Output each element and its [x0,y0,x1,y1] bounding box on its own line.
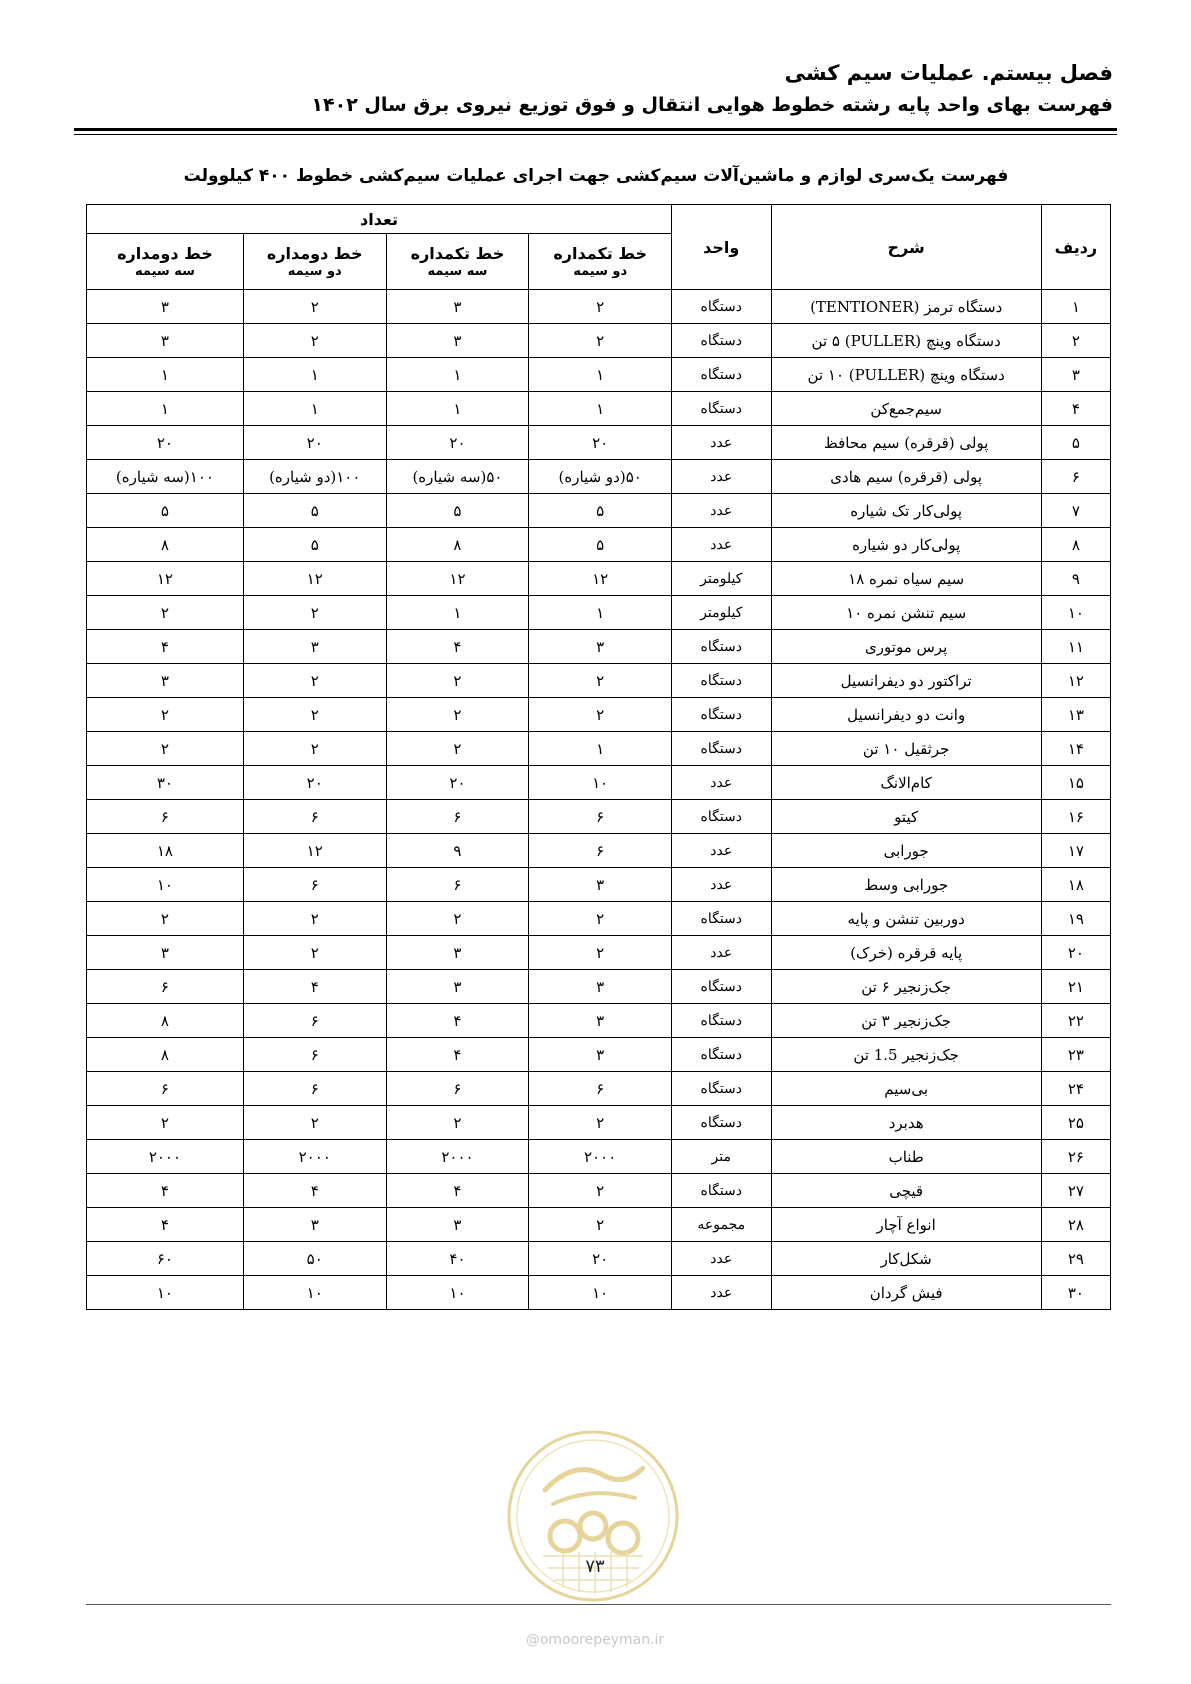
count-cell: ۲ [243,902,386,936]
unit-cell: مجموعه [672,1208,771,1242]
count-cell: ۲ [243,664,386,698]
count-cell: ۶ [243,1038,386,1072]
header-col-title: خط تکمداره [553,244,647,263]
table-row [87,290,1111,324]
count-cell: ۱۲ [386,562,529,596]
count-cell: ۲۰ [529,1242,672,1276]
count-cell: ۶ [87,970,244,1004]
header-col-subtitle: دو سیمه [573,264,628,279]
table-row [87,1276,1111,1310]
table-row [87,358,1111,392]
count-cell: ۶ [243,868,386,902]
row-number-cell: ۲۸ [1041,1208,1110,1242]
count-cell: ۱ [386,358,529,392]
count-cell: ۱۰۰(سه شیاره) [87,460,244,494]
count-cell: ۳ [87,664,244,698]
description-cell: پولی‌کار دو شیاره [771,528,1041,562]
count-cell: ۶ [386,868,529,902]
count-cell: ۶ [87,800,244,834]
count-cell: ۵ [87,494,244,528]
unit-cell: عدد [672,1242,771,1276]
row-number-cell: ۱۲ [1041,664,1110,698]
table-row [87,528,1111,562]
unit-cell: دستگاه [672,732,771,766]
count-cell: ۲۰۰۰ [243,1140,386,1174]
count-cell: ۳۰ [87,766,244,800]
description-cell: سیم سیاه نمره ۱۸ [771,562,1041,596]
count-cell: ۲۰ [243,766,386,800]
count-cell: ۲ [386,1106,529,1140]
count-cell: ۳ [529,1004,672,1038]
count-cell: ۶ [386,800,529,834]
description-cell: جک‌زنجیر ۶ تن [771,970,1041,1004]
count-cell: ۴ [386,1004,529,1038]
count-cell: ۳ [529,630,672,664]
table-row [87,1004,1111,1038]
count-cell: ۲ [529,902,672,936]
count-cell: ۱۰ [529,766,672,800]
description-cell: دستگاه وینچ (PULLER) ۱۰ تن [771,358,1041,392]
row-number-cell: ۲۱ [1041,970,1110,1004]
row-number-cell: ۹ [1041,562,1110,596]
count-cell: ۱۰ [386,1276,529,1310]
count-cell: ۲ [529,290,672,324]
omoorepeyman-logo [505,1428,681,1604]
count-cell: ۱ [243,392,386,426]
count-cell: ۲ [87,732,244,766]
description-cell: جورابی وسط [771,868,1041,902]
table-row [87,392,1111,426]
count-cell: ۱ [386,596,529,630]
count-cell: ۱ [87,358,244,392]
table-row [87,970,1111,1004]
count-cell: ۲۰۰۰ [529,1140,672,1174]
count-cell: ۳ [243,1208,386,1242]
count-cell: ۵۰(دو شیاره) [529,460,672,494]
count-cell: ۲ [87,902,244,936]
count-cell: ۶۰ [87,1242,244,1276]
row-number-cell: ۲۳ [1041,1038,1110,1072]
count-cell: ۸ [87,1038,244,1072]
unit-cell: دستگاه [672,290,771,324]
count-cell: ۸ [87,528,244,562]
unit-cell: دستگاه [672,800,771,834]
row-number-cell: ۷ [1041,494,1110,528]
count-cell: ۴ [243,970,386,1004]
unit-cell: دستگاه [672,1038,771,1072]
description-cell: پایه قرقره (خرک) [771,936,1041,970]
count-cell: ۵ [529,494,672,528]
count-cell: ۱ [243,358,386,392]
unit-cell: دستگاه [672,1174,771,1208]
document-title: فهرست بهای واحد پایه رشته خطوط هوایی انتقال و فوق توزیع نیروی برق سال ۱۴۰۲ [311,94,1113,116]
description-cell: فیش گردان [771,1276,1041,1310]
count-cell: ۲ [243,1106,386,1140]
table-row [87,596,1111,630]
count-cell: ۲ [243,698,386,732]
count-cell: ۳ [243,630,386,664]
header-divider-thin [74,134,1117,135]
description-cell: جورابی [771,834,1041,868]
table-row [87,1208,1111,1242]
count-cell: ۲ [386,902,529,936]
header-description: شرح [771,205,1041,290]
unit-cell: عدد [672,460,771,494]
count-cell: ۱۸ [87,834,244,868]
header-double-circuit-three-wire [87,234,244,290]
description-cell: بی‌سیم [771,1072,1041,1106]
count-cell: ۱۰ [243,1276,386,1310]
row-number-cell: ۲۴ [1041,1072,1110,1106]
header-single-circuit-two-wire [529,234,672,290]
count-cell: ۱۰ [529,1276,672,1310]
count-cell: ۳ [87,290,244,324]
footer-divider [86,1604,1111,1605]
count-cell: ۴ [386,1174,529,1208]
count-cell: ۱ [529,358,672,392]
count-cell: ۴ [243,1174,386,1208]
unit-cell: دستگاه [672,1106,771,1140]
count-cell: ۲۰ [529,426,672,460]
count-cell: ۲۰ [386,426,529,460]
count-cell: ۹ [386,834,529,868]
header-double-circuit-two-wire [243,234,386,290]
table-row [87,1038,1111,1072]
table-row [87,766,1111,800]
count-cell: ۶ [386,1072,529,1106]
count-cell: ۳ [87,936,244,970]
row-number-cell: ۲۶ [1041,1140,1110,1174]
count-cell: ۴۰ [386,1242,529,1276]
count-cell: ۳ [87,324,244,358]
row-number-cell: ۱۶ [1041,800,1110,834]
header-single-circuit-three-wire [386,234,529,290]
count-cell: ۴ [87,630,244,664]
count-cell: ۱۲ [243,834,386,868]
count-cell: ۱۰۰(دو شیاره) [243,460,386,494]
count-cell: ۲ [87,1106,244,1140]
count-cell: ۲ [243,732,386,766]
count-cell: ۳ [529,868,672,902]
count-cell: ۵ [243,494,386,528]
description-cell: کام‌الانگ [771,766,1041,800]
table-row [87,460,1111,494]
unit-cell: عدد [672,766,771,800]
table-body [87,290,1111,1310]
table-row [87,936,1111,970]
row-number-cell: ۱۰ [1041,596,1110,630]
unit-cell: عدد [672,1276,771,1310]
count-cell: ۱۰ [87,868,244,902]
description-cell: پولی‌کار تک شیاره [771,494,1041,528]
row-number-cell: ۵ [1041,426,1110,460]
count-cell: ۶ [243,800,386,834]
count-cell: ۴ [87,1174,244,1208]
count-cell: ۴ [386,630,529,664]
unit-cell: عدد [672,426,771,460]
header-col-title: خط تکمداره [410,244,505,263]
count-cell: ۵۰ [243,1242,386,1276]
description-cell: دوربین تنشن و پایه [771,902,1041,936]
count-cell: ۴ [87,1208,244,1242]
unit-cell: دستگاه [672,358,771,392]
table-row [87,732,1111,766]
table-row [87,494,1111,528]
description-cell: سیم تنشن نمره ۱۰ [771,596,1041,630]
page-header [78,58,1113,120]
count-cell: ۱ [529,732,672,766]
count-cell: ۶ [243,1072,386,1106]
row-number-cell: ۲۷ [1041,1174,1110,1208]
count-cell: ۲ [87,698,244,732]
row-number-cell: ۱۷ [1041,834,1110,868]
header-col-subtitle: سه سیمه [134,264,195,279]
description-cell: دستگاه ترمز (TENTIONER) [771,290,1041,324]
count-cell: ۲ [386,732,529,766]
row-number-cell: ۲ [1041,324,1110,358]
table-row [87,800,1111,834]
unit-cell: دستگاه [672,664,771,698]
description-cell: شکل‌کار [771,1242,1041,1276]
unit-cell: کیلومتر [672,562,771,596]
row-number-cell: ۱۴ [1041,732,1110,766]
count-cell: ۲ [386,698,529,732]
row-number-cell: ۲۲ [1041,1004,1110,1038]
equipment-table [86,204,1111,1310]
row-number-cell: ۳۰ [1041,1276,1110,1310]
count-cell: ۳ [386,324,529,358]
description-cell: جک‌زنجیر 1.5 تن [771,1038,1041,1072]
count-cell: ۲ [529,664,672,698]
header-col-subtitle: سه سیمه [427,264,488,279]
unit-cell: عدد [672,936,771,970]
count-cell: ۲ [529,1106,672,1140]
header-count-group: تعداد [87,205,672,234]
table-row [87,698,1111,732]
count-cell: ۱ [87,392,244,426]
table-row [87,1106,1111,1140]
row-number-cell: ۱۳ [1041,698,1110,732]
count-cell: ۵ [386,494,529,528]
header-unit: واحد [672,205,771,290]
row-number-cell: ۱۹ [1041,902,1110,936]
row-number-cell: ۶ [1041,460,1110,494]
table-row [87,834,1111,868]
unit-cell: دستگاه [672,1004,771,1038]
row-number-cell: ۴ [1041,392,1110,426]
unit-cell: دستگاه [672,970,771,1004]
description-cell: انواع آچار [771,1208,1041,1242]
count-cell: ۲ [529,1174,672,1208]
description-cell: جرثقیل ۱۰ تن [771,732,1041,766]
unit-cell: عدد [672,834,771,868]
description-cell: پولی (قرقره) سیم محافظ [771,426,1041,460]
unit-cell: دستگاه [672,392,771,426]
description-cell: جک‌زنجیر ۳ تن [771,1004,1041,1038]
count-cell: ۶ [529,834,672,868]
unit-cell: دستگاه [672,698,771,732]
count-cell: ۲ [243,290,386,324]
row-number-cell: ۱ [1041,290,1110,324]
count-cell: ۶ [243,1004,386,1038]
count-cell: ۲ [529,698,672,732]
count-cell: ۲۰ [243,426,386,460]
row-number-cell: ۱۸ [1041,868,1110,902]
description-cell: سیم‌جمع‌کن [771,392,1041,426]
header-col-subtitle: دو سیمه [287,264,342,279]
count-cell: ۱ [529,392,672,426]
row-number-cell: ۲۰ [1041,936,1110,970]
header-col-title: خط دومداره [266,244,363,263]
unit-cell: دستگاه [672,324,771,358]
table-row [87,324,1111,358]
header-col-title: خط دومداره [117,244,213,263]
description-cell: طناب [771,1140,1041,1174]
page-number: ۷۳ [585,1556,605,1577]
count-cell: ۲ [529,324,672,358]
count-cell: ۱۲ [87,562,244,596]
unit-cell: دستگاه [672,630,771,664]
count-cell: ۲ [386,664,529,698]
count-cell: ۶ [529,1072,672,1106]
unit-cell: عدد [672,494,771,528]
row-number-cell: ۱۱ [1041,630,1110,664]
unit-cell: عدد [672,868,771,902]
footer-website: @omoorepeyman.ir [525,1632,665,1648]
unit-cell: کیلومتر [672,596,771,630]
count-cell: ۴ [386,1038,529,1072]
count-cell: ۲ [529,936,672,970]
description-cell: وانت دو دیفرانسیل [771,698,1041,732]
description-cell: تراکتور دو دیفرانسیل [771,664,1041,698]
table-row [87,902,1111,936]
count-cell: ۳ [386,290,529,324]
description-cell: هدبرد [771,1106,1041,1140]
count-cell: ۱ [386,392,529,426]
table-row [87,426,1111,460]
description-cell: پولی (قرقره) سیم هادی [771,460,1041,494]
row-number-cell: ۲۹ [1041,1242,1110,1276]
table-caption: فهرست یک‌سری لوازم و ماشین‌آلات سیم‌کشی جهت اجرای عملیات سیم‌کشی خطوط ۴۰۰ کیلوولت [183,166,1009,186]
count-cell: ۲۰۰۰ [87,1140,244,1174]
count-cell: ۵ [243,528,386,562]
description-cell: پرس موتوری [771,630,1041,664]
row-number-cell: ۸ [1041,528,1110,562]
count-cell: ۲۰۰۰ [386,1140,529,1174]
count-cell: ۵۰(سه شیاره) [386,460,529,494]
count-cell: ۶ [87,1072,244,1106]
header-divider-thick [74,128,1117,131]
count-cell: ۲۰ [386,766,529,800]
count-cell: ۱۰ [87,1276,244,1310]
unit-cell: دستگاه [672,1072,771,1106]
count-cell: ۵ [529,528,672,562]
description-cell: قیچی [771,1174,1041,1208]
chapter-title: فصل بیستم. عملیات سیم کشی [784,61,1113,85]
table-row [87,1174,1111,1208]
table-row [87,1140,1111,1174]
description-cell: کیتو [771,800,1041,834]
table-row [87,630,1111,664]
count-cell: ۲۰ [87,426,244,460]
count-cell: ۱۲ [243,562,386,596]
table-row [87,562,1111,596]
count-cell: ۱ [529,596,672,630]
count-cell: ۲ [243,936,386,970]
table-row [87,868,1111,902]
count-cell: ۸ [87,1004,244,1038]
row-number-cell: ۱۵ [1041,766,1110,800]
count-cell: ۳ [386,1208,529,1242]
count-cell: ۲ [243,324,386,358]
header-row-number: ردیف [1041,205,1110,290]
table-row [87,1072,1111,1106]
description-cell: دستگاه وینچ (PULLER) ۵ تن [771,324,1041,358]
unit-cell: دستگاه [672,902,771,936]
count-cell: ۳ [529,970,672,1004]
count-cell: ۸ [386,528,529,562]
count-cell: ۲ [87,596,244,630]
row-number-cell: ۲۵ [1041,1106,1110,1140]
count-cell: ۶ [529,800,672,834]
unit-cell: عدد [672,528,771,562]
row-number-cell: ۳ [1041,358,1110,392]
count-cell: ۳ [386,970,529,1004]
count-cell: ۳ [529,1038,672,1072]
count-cell: ۲ [243,596,386,630]
count-cell: ۱۲ [529,562,672,596]
count-cell: ۲ [529,1208,672,1242]
table-row [87,1242,1111,1276]
table-row [87,664,1111,698]
unit-cell: متر [672,1140,771,1174]
count-cell: ۳ [386,936,529,970]
